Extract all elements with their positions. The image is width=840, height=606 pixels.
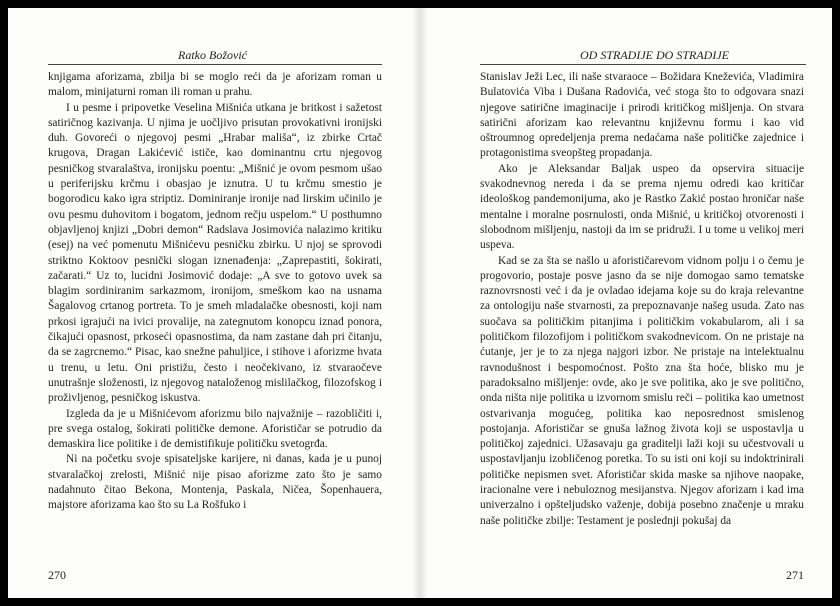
paragraph: Ni na početku svoje spisateljske karijere, ni danas, kada je u punoj stvaralačkoj zrelosti, Mišnić nije pisao aforizme zato što je samo nadahnuto čitao Bekona, Montenja, Paskala, Ničea, Šopenhauera, majstore aforizama kao što su La Rošfuko i: [48, 453, 382, 512]
running-header-author: Ratko Božović: [178, 48, 247, 62]
left-page-body: [48, 70, 382, 514]
page-number: 270: [48, 568, 66, 582]
header-rule: [48, 64, 382, 65]
paragraph: Izgleda da je u Mišnićevom aforizmu bilo najvažnije – razobličiti i, pre svega ostalog, šokirati političke demone. Aforističar se potrudio da demaskira lice politike i de demistifikuje političku svetogrđa.: [48, 407, 382, 451]
header-rule: [480, 64, 806, 65]
page-number: 271: [786, 568, 804, 582]
paragraph: I u pesme i pripovetke Veselina Mišnića utkana je britkost i sažetost satiričnog kazivanja. U njima je uočljivo prisutan provokativni ironijski duh. Govoreći o njegovoj pesmi „Hrabar mališa“, iz zbirke Crtač krugova, Dragan Lakićević ističe, kao dominantnu crtu njegovog pesničkog stvaralaštva, ironijsku poentu: „Mišnić je ovom pesmom ušao u periferijsku krčmu i obasjao je iznutra. U tu krčmu smestio je bogorodicu kako igra striptiz. Dominiranje ironije nad lirskim učinilo je ovu pesmu duhovitom i bogatom, jednom rečju uspelom.“ U posthumno objavljenoj knjizi „Dobri demon“ Radslava Josimovića nalazimo kritiku (esej) na već pomenutu Mišnićevu pesničku zbirku. U njoj se sprovodi striktno Koktoov pesnički slogan iznenađenja: „Zaprepastiti, šokirati, začarati.“ Uz to, lucidni Josimović dodaje: „A sve to gotovo uvek sa blagim sordiniranim sarkazmom, ironijom, smeškom kao na usnama Šagalovog crtanog portreta. To je smeh mladalačke obesnosti, koji nam prkosi igrajući na ivici provalije, na zategnutom konopcu iznad ponora, čikajući opasnost, prkoseći opasnostima, da nam zastane dah pri čitanju, da se zagrcnemo.“ Pisac, kao snežne pahuljice, i stihove i aforizme hvata u trenu, u letu. Oni pristižu, često i neočekivano, iz stvaraočeve unutrašnje složenosti, iz njegovog nataloženog mislilačkog, filozofskog i proživljenog, pesničkog iskustva.: [48, 101, 382, 405]
right-page: [420, 8, 832, 598]
right-page-body: [480, 70, 804, 529]
book-spread: [8, 8, 832, 598]
paragraph: Stanislav Ježi Lec, ili naše stvaraoce – Božidara Kneževića, Vladimira Bulatovića Viba i Dušana Radovića, već stoga što to odgovara snazi njegove satirične imaginacije i prirodi kritičkog mišljenja. On stvara satirični aforizam kao relevantnu književnu formu i kao vid oštroumnog opredeljenja prema nedaćama naše političke zajednice i protagonistima sveopšteg propadanja.: [480, 71, 804, 160]
paragraph: knjigama aforizama, zbilja bi se moglo reći da je aforizam roman u malom, minijaturni roman ili roman u prahu.: [48, 71, 382, 99]
left-page: [8, 8, 420, 598]
paragraph: Ako je Aleksandar Baljak uspeo da opservira situacije svakodnevnog nereda i da se prema njemu odredi kao kritičar ideološkog pandemonijuma, ako je Rastko Zakić postao hroničar naše mentalne i moralne posrnulosti, onda Mišnić, u kritičkoj otvorenosti i slobodnom mišljenju, nastoji da im se pridruži. I u tome u velikoj meri uspeva.: [480, 162, 804, 252]
running-header-title: OD STRADIJE DO STRADIJE: [580, 48, 729, 62]
paragraph: Kad se za šta se našlo u aforističarevom vidnom polju i o čemu je progovorio, postaje posve jasno da se nije domogao samo tematske raznovrsnosti već i da je ovladao idejama koje su do kraja relevantne za ontologiju naše stvarnosti, za prepoznavanje našeg usuda. Zato nas suočava sa političkim pitanjima i političkim vokabularom, ali i sa političkom filozofijom i političkom svakodnevicom. On ne pristaje na ćutanje, jer je to za njega najgori izbor. Ne pristaje na intelektualnu ravnodušnost i bespomoćnost. Pošto zna šta hoće, blisko mu je paradoksalno mišljenje: ovde, ako je sve politika, ako je sve politično, onda ništa nije politika u izvornom smislu reči – politika kao umetnost ostvarivanja mogućeg, politika kao neposrednost smislenog postojanja. Aforističar se gnuša lažnog života koji se uspostavlja u političkoj zajednici. Užasavaju ga graditelji laži koji su učestvovali u uspostavljanju izobličenog poretka. To su isti oni koji su indoktrinirali političke nepismen svet. Aforističar skida maske sa njihove naopake, iracionalne vere i nebuloznog mesijanstva. Njegov aforizam i kad ima univerzalno i opšteljudsko važenje, dobija posebno značenje u mraku naše političke zbilje: Testament je poslednji pokušaj da: [480, 254, 804, 527]
